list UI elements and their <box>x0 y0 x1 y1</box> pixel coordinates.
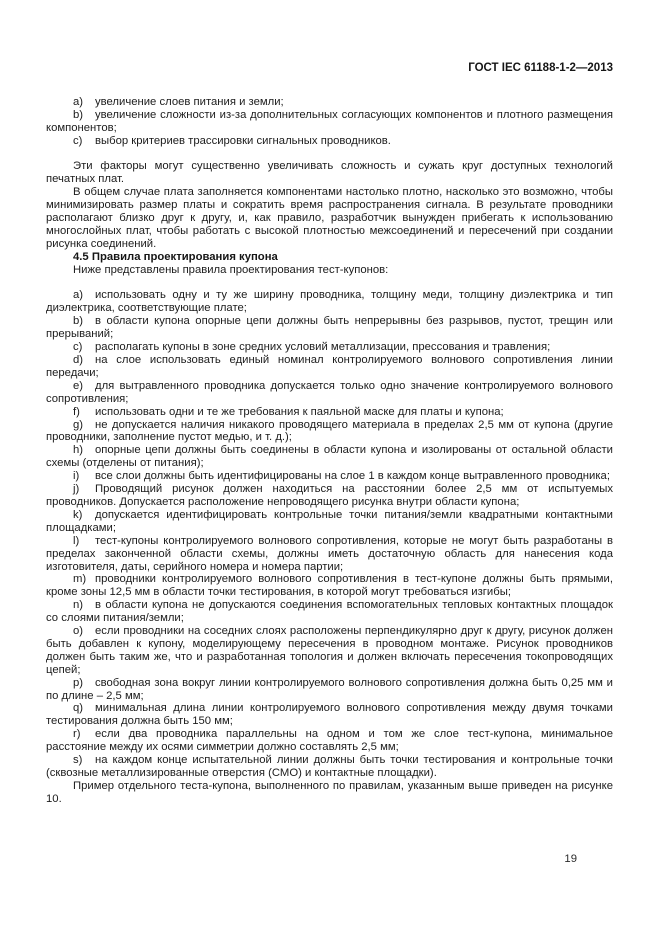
list-item <box>46 728 613 754</box>
list-item-text: проводники контролируемого волнового сопротивления в тест-купоне должны быть прямыми, кроме зоны 12,5 мм в области точки тестирования, в которой могут требоваться изгибы; <box>46 573 613 599</box>
list-item-text: выбор критериев трассировки сигнальных проводников. <box>95 134 391 147</box>
list-item-label: a) <box>73 289 84 302</box>
page-content <box>46 62 613 806</box>
doc-number: ГОСТ IEC 61188-1-2—2013 <box>468 62 613 74</box>
list-item-text: все слои должны быть идентифицированы на слое 1 в каждом конце вытравленного проводника; <box>95 470 610 483</box>
list-item-label: f) <box>73 405 80 418</box>
list-item <box>46 754 613 780</box>
list-item-label: h) <box>73 444 84 457</box>
list-item <box>46 444 613 470</box>
list-item-label: s) <box>73 754 83 767</box>
list-item <box>46 419 613 445</box>
list-item-text: на каждом конце испытательной линии должны быть точки тестирования и контрольные точки (сквозные металлизированные отверстия (СМО) и контактные площадки). <box>46 754 613 779</box>
intro-list <box>46 96 613 148</box>
list-item <box>46 599 613 625</box>
page-number: 19 <box>564 853 577 865</box>
list-item-label: e) <box>73 379 84 392</box>
list-item <box>46 109 613 135</box>
list-item <box>46 135 613 148</box>
list-item <box>46 535 613 574</box>
list-item-text: если проводники на соседних слоях расположены перпендикулярно друг к другу, рисунок должен быть добавлен к купону, моделирующему пересечения в проводном монтаже. Рисунок проводников должен быть таким же, что и разработанная топология и должен включать пересечения токопроводящих цепей; <box>46 625 613 676</box>
list-item-text: если два проводника параллельны на одном и том же слое тест-купона, минимальное расстояние между их осями симметрии должно составлять 2,5 мм; <box>46 728 613 754</box>
list-item <box>46 315 613 341</box>
list-item-label: d) <box>73 354 84 366</box>
list-item <box>46 289 613 315</box>
list-item-text: использовать одни и те же требования к паяльной маске для платы и купона; <box>95 405 504 418</box>
list-item-label: b) <box>73 108 84 121</box>
list-item-text: увеличение сложности из-за дополнительных согласующих компонентов и плотного размещения компонентов; <box>46 108 613 134</box>
paragraph-intro-rules: Ниже представлены правила проектирования тест-купонов: <box>73 263 389 276</box>
list-item-text: увеличение слоев питания и земли; <box>95 95 284 108</box>
list-item <box>46 96 613 109</box>
list-item <box>46 509 613 535</box>
list-item-label: o) <box>73 625 84 638</box>
list-item-label: a) <box>73 95 84 108</box>
rules-list <box>46 289 613 779</box>
list-item-text: в области купона опорные цепи должны быть непрерывны без разрывов, пустот, трещин или прерываний; <box>46 315 613 341</box>
list-item-label: i) <box>73 470 80 483</box>
list-item-text: Проводящий рисунок должен находиться на расстоянии более 2,5 мм от испытуемых проводников. Допускается расположение непроводящего рисунка внутри области купона; <box>46 483 613 508</box>
list-item <box>46 483 613 509</box>
list-item-text: минимальная длина линии контролируемого волнового сопротивления между двумя точками тестирования должна быть 150 мм; <box>46 702 613 728</box>
list-item-label: p) <box>73 676 84 689</box>
list-item <box>46 470 613 483</box>
paragraph-general-case: В общем случае плата заполняется компонентами настолько плотно, насколько это возможно, чтобы минимизировать размер платы и сократить время распространения сигнала. В результате проводники располагают близко друг к другу, и, как правило, разработчик вынужден прибегать к использованию многослойных плат, чтобы работать с высокой плотностью межсоединений и пересечений при создании рисунка соединений. <box>46 186 613 250</box>
list-item <box>46 573 613 599</box>
section-heading-4-5: 4.5 Правила проектирования купона <box>73 250 278 263</box>
list-item <box>46 380 613 406</box>
list-item-label: k) <box>73 508 83 521</box>
list-item-label: j) <box>73 483 80 496</box>
list-item-text: допускается идентифицировать контрольные точки питания/земли квадратными контактными площадками; <box>46 508 613 534</box>
list-item-label: q) <box>73 702 84 715</box>
list-item-text: в области купона не допускаются соединения вспомогательных тепловых контактных площадок со слоями питания/земли; <box>46 599 613 625</box>
paragraph-example: Пример отдельного теста-купона, выполненного по правилам, указанным выше приведен на рисунке 10. <box>46 779 613 805</box>
list-item-label: n) <box>73 599 84 612</box>
paragraph-factors: Эти факторы могут существенно увеличивать сложность и сужать круг доступных технологий печатных плат. <box>46 160 613 186</box>
list-item-label: m) <box>73 573 87 586</box>
list-item-label: c) <box>73 134 83 147</box>
list-item-text: тест-купоны контролируемого волнового сопротивления, которые не могут быть разработаны в пределах законченной области схемы, должны иметь достаточную область для нанесения кода изготовителя, даты, серийного номера и номера партии; <box>46 534 613 573</box>
list-item <box>46 702 613 728</box>
list-item-text: свободная зона вокруг линии контролируемого волнового сопротивления должна быть 0,25 мм и по длине – 2,5 мм; <box>46 676 613 702</box>
list-item <box>46 625 613 677</box>
list-item-label: g) <box>73 418 84 431</box>
list-item <box>46 341 613 354</box>
blank-line <box>46 277 613 290</box>
list-item-text: для вытравленного проводника допускается только одно значение контролируемого волнового сопротивления; <box>46 379 613 405</box>
list-item <box>46 677 613 703</box>
list-item-label: c) <box>73 341 83 354</box>
list-item-text: на слое использовать единый номинал контролируемого волнового сопротивления линии передачи; <box>46 354 613 379</box>
list-item <box>46 354 613 380</box>
list-item-label: r) <box>73 728 81 741</box>
list-item-text: использовать одну и ту же ширину проводника, толщину меди, толщину диэлектрика и тип диэлектрика, соответствующие плате; <box>46 289 613 315</box>
list-item-text: располагать купоны в зоне средних условий металлизации, прессования и травления; <box>95 341 551 354</box>
list-item-label: l) <box>73 534 80 547</box>
blank-line <box>46 148 613 161</box>
list-item <box>46 406 613 419</box>
list-item-label: b) <box>73 315 84 328</box>
list-item-text: опорные цепи должны быть соединены в области купона и изолированы от остальной области схемы (отделены от питания); <box>46 444 613 470</box>
list-item-text: не допускается наличия никакого проводящего материала в пределах 2,5 мм от купона (другие проводники, заполнение пустот медью, и т. д.); <box>46 418 613 444</box>
